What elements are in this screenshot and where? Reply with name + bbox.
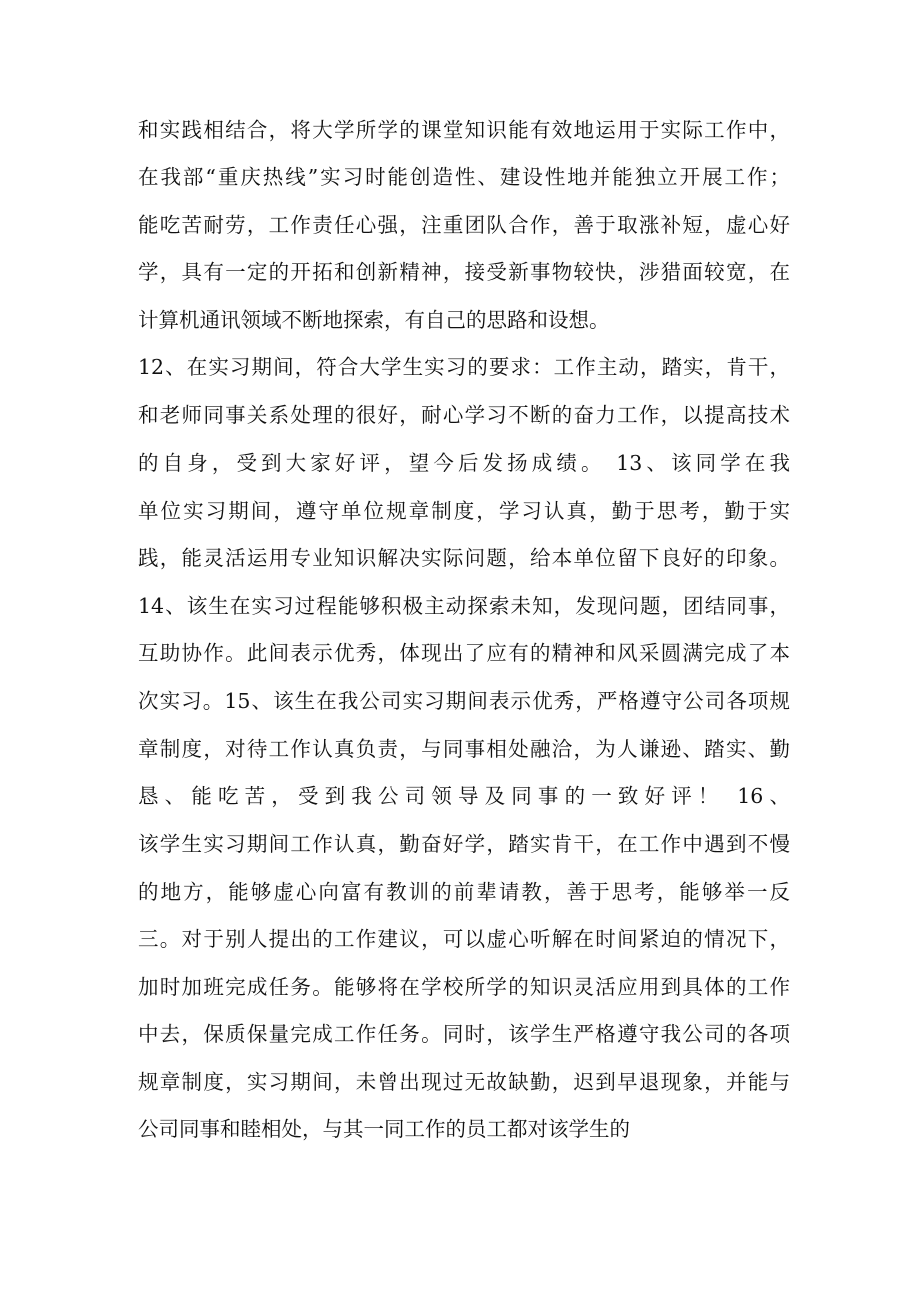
text-line: 三。对于别人提出的工作建议，可以虚心听解在时间紧迫的情况下， — [138, 927, 790, 951]
text-line: 该学生实习期间工作认真，勤奋好学，踏实肯干，在工作中遇到不慢 — [138, 832, 790, 856]
text-line: 规章制度，实习期间，未曾出现过无故缺勤，迟到早退现象，并能与 — [138, 1070, 790, 1094]
text-line: 能吃苦耐劳，工作责任心强，注重团队合作，善于取涨补短，虚心好 — [138, 213, 790, 237]
text-line: 章制度，对待工作认真负责，与同事相处融洽，为人谦逊、踏实、勤 — [138, 737, 790, 761]
text-line: 单位实习期间，遵守单位规章制度，学习认真，勤于思考，勤于实 — [138, 499, 790, 523]
text-line: 恳、能吃苦，受到我公司领导及同事的一致好评！ 16、 — [138, 784, 790, 808]
text-line: 中去，保质保量完成工作任务。同时，该学生严格遵守我公司的各项 — [138, 1022, 790, 1046]
text-line: 14、该生在实习过程能够积极主动探索未知，发现问题，团结同事， — [138, 594, 790, 618]
text-line: 在我部“重庆热线”实习时能创造性、建设性地并能独立开展工作； — [138, 165, 790, 189]
text-line: 的地方，能够虚心向富有教训的前辈请教，善于思考，能够举一反 — [138, 880, 790, 904]
text-line: 公司同事和睦相处，与其一同工作的员工都对该学生的 — [138, 1117, 630, 1141]
text-line: 和老师同事关系处理的很好，耐心学习不断的奋力工作，以提高技术 — [138, 403, 790, 427]
text-line: 践，能灵活运用专业知识解决实际问题，给本单位留下良好的印象。 — [138, 546, 790, 570]
text-line: 12、在实习期间，符合大学生实习的要求：工作主动，踏实，肯干， — [138, 355, 790, 379]
text-line: 次实习。15、该生在我公司实习期间表示优秀，严格遵守公司各项规 — [138, 689, 790, 713]
text-line: 学，具有一定的开拓和创新精神，接受新事物较快，涉猎面较宽，在 — [138, 260, 790, 284]
text-line: 和实践相结合，将大学所学的课堂知识能有效地运用于实际工作中， — [138, 118, 790, 142]
text-line: 加时加班完成任务。能够将在学校所学的知识灵活应用到具体的工作 — [138, 975, 790, 999]
text-line: 互助协作。此间表示优秀，体现出了应有的精神和风采圆满完成了本 — [138, 641, 790, 665]
text-line: 的自身，受到大家好评，望今后发扬成绩。 13、该同学在我 — [138, 451, 790, 475]
text-line: 计算机通讯领域不断地探索，有自己的思路和设想。 — [138, 308, 610, 332]
